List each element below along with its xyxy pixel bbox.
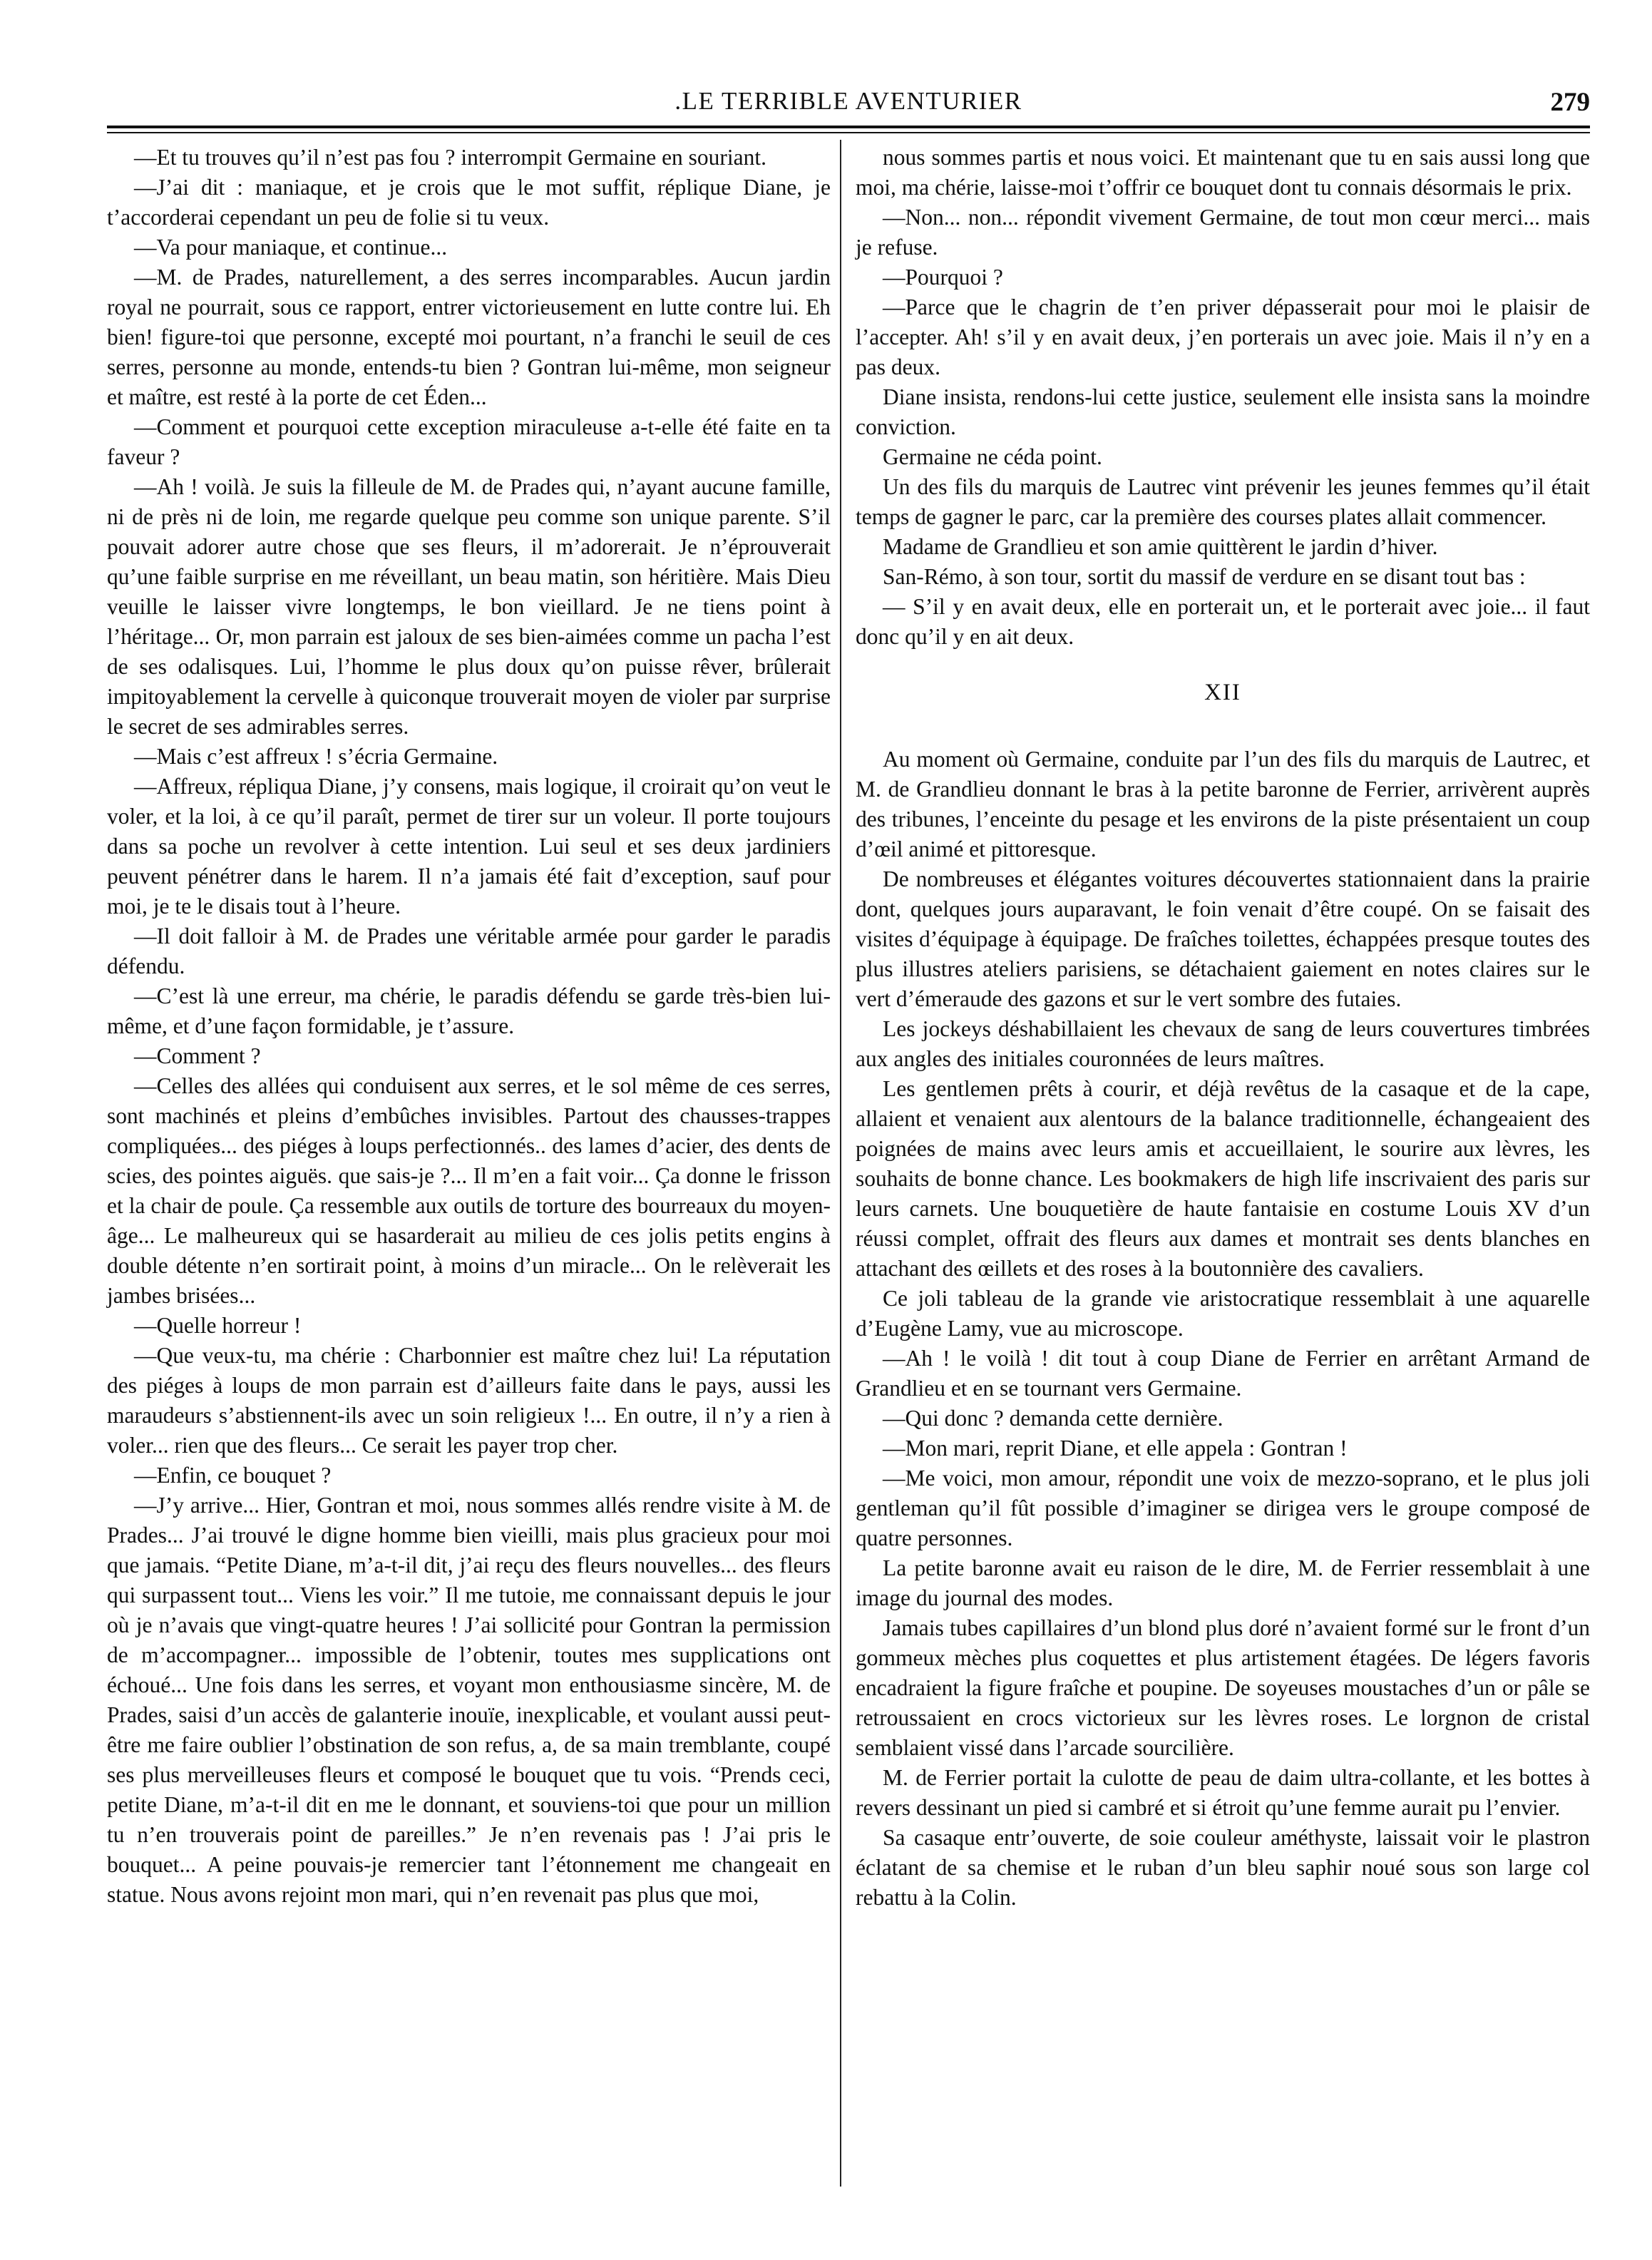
paragraph: M. de Ferrier portait la culotte de peau de daim ultra-collante, et les bottes à revers dessinant un pied si cambré et si étroit qu’une femme aurait pu l’envier. <box>856 1765 1590 1820</box>
paragraph: — S’il y en avait deux, elle en porterait un, et le porterait avec joie... il faut donc qu’il y en ait deux. <box>856 594 1590 649</box>
paragraph: De nombreuses et élégantes voitures découvertes stationnaient dans la prairie dont, quelques jours auparavant, le foin venait d’être coupé. On se faisait des visites d’équipage à équipage. De fraîches toilettes, échappées presque toutes des plus illustres ateliers parisiens, se détachaient gaiement en notes claires sur le vert d’émeraude des gazons et sur le vert sombre des futaies. <box>856 866 1590 1011</box>
paragraph: —Ah ! le voilà ! dit tout à coup Diane de Ferrier en arrêtant Armand de Grandlieu et en se tournant vers Germaine. <box>856 1346 1590 1401</box>
paragraph: Sa casaque entr’ouverte, de soie couleur améthyste, laissait voir le plastron éclatant de sa chemise et le ruban d’un bleu saphir noué sous son large col rebattu à la Colin. <box>856 1825 1590 1910</box>
paragraph: —C’est là une erreur, ma chérie, le paradis défendu se garde très-bien lui-même, et d’une façon formidable, je t’assure. <box>107 983 831 1038</box>
chapter-heading: XII <box>1204 680 1241 705</box>
header-rule-thin <box>107 132 1590 133</box>
paragraph: Les jockeys déshabillaient les chevaux de sang de leurs couvertures timbrées aux angles des initiales couronnées de leurs maîtres. <box>856 1016 1590 1071</box>
paragraph: —Qui donc ? demanda cette dernière. <box>883 1406 1223 1431</box>
header-rule-thick <box>107 126 1590 128</box>
running-title: .LE TERRIBLE AVENTURIER <box>674 87 1022 115</box>
paragraph: —Affreux, répliqua Diane, j’y consens, mais logique, il croirait qu’on veut le voler, et la loi, à ce qu’il paraît, permet de tirer sur un voleur. Il porte toujours dans sa poche un revolver à cette intention. Lui seul et ses deux jardiniers peuvent pénétrer dans le harem. Il n’a jamais été fait d’exception, sauf pour moi, je te le disais tout à l’heure. <box>107 774 831 919</box>
paragraph: Germaine ne céda point. <box>883 444 1102 469</box>
paragraph: —Me voici, mon amour, répondit une voix de mezzo-soprano, et le plus joli gentleman qu’il fût possible d’imaginer se dirigea vers le groupe composé de quatre personnes. <box>856 1466 1590 1550</box>
paragraph: —Mais c’est affreux ! s’écria Germaine. <box>134 744 498 769</box>
paragraph: —M. de Prades, naturellement, a des serres incomparables. Aucun jardin royal ne pourrait, sous ce rapport, entrer victorieusement en lutte contre lui. Eh bien! figure-toi que personne, excepté moi pourtant, n’a franchi le seuil de ces serres, personne au monde, entends-tu bien ? Gontran lui-même, mon seigneur et maître, est resté à la porte de cet Éden... <box>107 265 831 409</box>
page-header <box>107 84 1590 127</box>
paragraph: —J’y arrive... Hier, Gontran et moi, nous sommes allés rendre visite à M. de Prades... J’ai trouvé le digne homme bien vieilli, mais plus gracieux pour moi que jamais. “Petite Diane, m’a-t-il dit, j’ai reçu des fleurs nouvelles... des fleurs qui surpassent tout... Viens les voir.” Il me tutoie, me connaissant depuis le jour où je n’avais que vingt-quatre heures ! J’ai sollicité pour Gontran la permission de m’accompagner... impossible de l’obtenir, toutes mes supplications ont échoué... Une fois dans les serres, et voyant mon enthousiasme sincère, M. de Prades, saisi d’un accès de galanterie inouïe, inexplicable, et voulant aussi peut-être me faire oublier l’obstination de son refus, a, de sa main tremblante, coupé ses plus merveilleuses fleurs et composé le bouquet que tu vois. “Prends ceci, petite Diane, m’a-t-il dit en me le donnant, et souviens-toi que pour un million tu n’en trouverais point de pareilles.” Je n’en revenais pas ! J’ai pris le bouquet... A peine pouvais-je remercier tant l’étonnement me changeait en statue. Nous avons rejoint mon mari, qui n’en revenait pas plus que moi, <box>107 1493 831 1907</box>
paragraph: Un des fils du marquis de Lautrec vint prévenir les jeunes femmes qu’il était temps de gagner le parc, car la première des courses plates allait commencer. <box>856 474 1590 529</box>
paragraph: —Ah ! voilà. Je suis la filleule de M. de Prades qui, n’ayant aucune famille, ni de près ni de loin, me regarde quelque peu comme son unique parente. S’il pouvait adorer autre chose que ses fleurs, il m’adorerait. Je n’éprouverait qu’une faible surprise en me réveillant, un beau matin, son héritière. Mais Dieu veuille le laisser vivre longtemps, le bon vieillard. Je ne tiens point à l’héritage... Or, mon parrain est jaloux de ses bien-aimées comme un pacha l’est de ses odalisques. Lui, l’homme le plus doux qu’on puisse rêver, brûlerait impitoyablement la cervelle à quiconque trouverait moyen de violer par surprise le secret de ses admirables serres. <box>107 474 831 739</box>
column-divider <box>840 140 841 2187</box>
paragraph: Diane insista, rendons-lui cette justice, seulement elle insista sans la moindre conviction. <box>856 384 1590 439</box>
paragraph: —Quelle horreur ! <box>134 1313 302 1338</box>
paragraph: Au moment où Germaine, conduite par l’un des fils du marquis de Lautrec, et M. de Grandlieu donnant le bras à la petite baronne de Ferrier, arrivèrent auprès des tribunes, l’enceinte du pesage et les environs de la piste présentaient un coup d’œil animé et pittoresque. <box>856 747 1590 861</box>
left-column <box>107 143 831 2211</box>
paragraph: —Pourquoi ? <box>883 265 1003 290</box>
spacer <box>856 652 1590 668</box>
paragraph: —Va pour maniaque, et continue... <box>134 235 448 260</box>
paragraph: —Il doit falloir à M. de Prades une véritable armée pour garder le paradis défendu. <box>107 924 831 978</box>
right-column <box>856 143 1590 2211</box>
paragraph: —Celles des allées qui conduisent aux serres, et le sol même de ces serres, sont machinés et pleins d’embûches invisibles. Partout des chausses-trappes compliquées... des piéges à loups perfectionnés.. des lames d’acier, des dents de scies, des pointes aiguës. que sais-je ?... Il m’en a fait voir... Ça donne le frisson et la chair de poule. Ça ressemble aux outils de torture des bourreaux du moyen-âge... Le malheureux qui se hasarderait au milieu de ces jolis petits engins à double détente n’en sortirait point, à moins d’un miracle... On le relèverait les jambes brisées... <box>107 1073 831 1308</box>
paragraph: Madame de Grandlieu et son amie quittèrent le jardin d’hiver. <box>883 534 1438 559</box>
paragraph: —Comment ? <box>134 1043 261 1068</box>
paragraph: —Comment et pourquoi cette exception miraculeuse a-t-elle été faite en ta faveur ? <box>107 414 831 469</box>
paragraph: San-Rémo, à son tour, sortit du massif de verdure en se disant tout bas : <box>883 564 1526 589</box>
paragraph: La petite baronne avait eu raison de le dire, M. de Ferrier ressemblait à une image du journal des modes. <box>856 1555 1590 1610</box>
paragraph: nous sommes partis et nous voici. Et maintenant que tu en sais aussi long que moi, ma chérie, laisse-moi t’offrir ce bouquet dont tu connais désormais le prix. <box>856 145 1590 200</box>
paragraph: Ce joli tableau de la grande vie aristocratique ressemblait à une aquarelle d’Eugène Lamy, vue au microscope. <box>856 1286 1590 1341</box>
paragraph: —Que veux-tu, ma chérie : Charbonnier est maître chez lui! La réputation des piéges à loups de mon parrain est d’ailleurs faite dans le pays, aussi les maraudeurs s’abstiennent-ils avec un soin religieux !... En outre, il n’y a rien à voler... rien que des fleurs... Ce serait les payer trop cher. <box>107 1343 831 1458</box>
paragraph: —Non... non... répondit vivement Germaine, de tout mon cœur merci... mais je refuse. <box>856 205 1590 260</box>
paragraph: —J’ai dit : maniaque, et je crois que le mot suffit, réplique Diane, je t’accorderai cependant un peu de folie si tu veux. <box>107 175 831 230</box>
paragraph: —Et tu trouves qu’il n’est pas fou ? interrompit Germaine en souriant. <box>134 145 767 170</box>
page-number: 279 <box>1550 88 1590 117</box>
paragraph: Jamais tubes capillaires d’un blond plus doré n’avaient formé sur le front d’un gommeux mèches plus coquettes et plus artistement étagées. De légers favoris encadraient la figure fraîche et poupine. De soyeuses moustaches d’un or pâle se retroussaient en crocs victorieux sur les lèvres roses. Le lorgnon de cristal semblaient vissé dans l’arcade sourcilière. <box>856 1615 1590 1760</box>
paragraph: Les gentlemen prêts à courir, et déjà revêtus de la casaque et de la cape, allaient et venaient aux alentours de la balance traditionnelle, échangeaient des poignées de mains avec leurs amis et accueillaient, le sourire aux lèvres, les souhaits de bonne chance. Les bookmakers de high life inscrivaient des paris sur leurs carnets. Une bouquetière de haute fantaisie en costume Louis XV d’un réussi complet, offrait des fleurs aux dames et montrait ses dents blanches en attachant des œillets et des roses à la boutonnière des cavaliers. <box>856 1076 1590 1281</box>
paragraph: —Mon mari, reprit Diane, et elle appela : Gontran ! <box>883 1436 1348 1461</box>
paragraph: —Enfin, ce bouquet ? <box>134 1463 332 1488</box>
paragraph: —Parce que le chagrin de t’en priver dépasserait pour moi le plaisir de l’accepter. Ah! s’il y en avait deux, j’en porterais un avec joie. Mais il n’y en a pas deux. <box>856 295 1590 379</box>
